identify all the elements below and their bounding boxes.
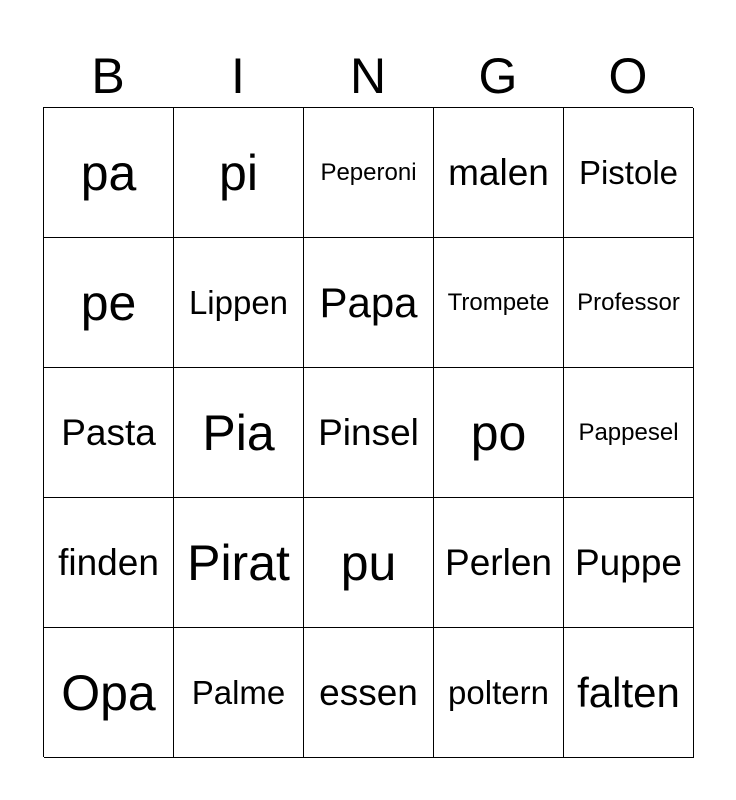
- bingo-cell[interactable]: Perlen: [434, 498, 564, 628]
- bingo-cell[interactable]: poltern: [434, 628, 564, 758]
- bingo-cell[interactable]: pi: [174, 108, 304, 238]
- header-letter-b: B: [91, 48, 125, 104]
- header-letter-n: N: [349, 48, 387, 104]
- bingo-cell[interactable]: Professor: [564, 238, 694, 368]
- bingo-cell[interactable]: Pia: [174, 368, 304, 498]
- bingo-cell[interactable]: Pappesel: [564, 368, 694, 498]
- bingo-cell[interactable]: Opa: [44, 628, 174, 758]
- bingo-cell[interactable]: essen: [304, 628, 434, 758]
- bingo-cell[interactable]: Pirat: [174, 498, 304, 628]
- bingo-header: [43, 44, 693, 108]
- bingo-cell[interactable]: pe: [44, 238, 174, 368]
- bingo-cell[interactable]: Papa: [304, 238, 434, 368]
- bingo-cell[interactable]: Pinsel: [304, 368, 434, 498]
- bingo-card: [43, 107, 693, 757]
- bingo-cell[interactable]: Lippen: [174, 238, 304, 368]
- bingo-cell[interactable]: falten: [564, 628, 694, 758]
- header-letter-o: O: [608, 48, 648, 104]
- bingo-cell[interactable]: malen: [434, 108, 564, 238]
- bingo-cell[interactable]: Peperoni: [304, 108, 434, 238]
- bingo-cell[interactable]: Pistole: [564, 108, 694, 238]
- bingo-cell[interactable]: Pasta: [44, 368, 174, 498]
- bingo-cell[interactable]: pa: [44, 108, 174, 238]
- bingo-cell[interactable]: Palme: [174, 628, 304, 758]
- header-letter-g: G: [478, 48, 518, 104]
- bingo-cell[interactable]: Trompete: [434, 238, 564, 368]
- header-letter-i: I: [231, 48, 245, 104]
- bingo-cell[interactable]: Puppe: [564, 498, 694, 628]
- bingo-cell[interactable]: po: [434, 368, 564, 498]
- bingo-cell[interactable]: pu: [304, 498, 434, 628]
- bingo-cell[interactable]: finden: [44, 498, 174, 628]
